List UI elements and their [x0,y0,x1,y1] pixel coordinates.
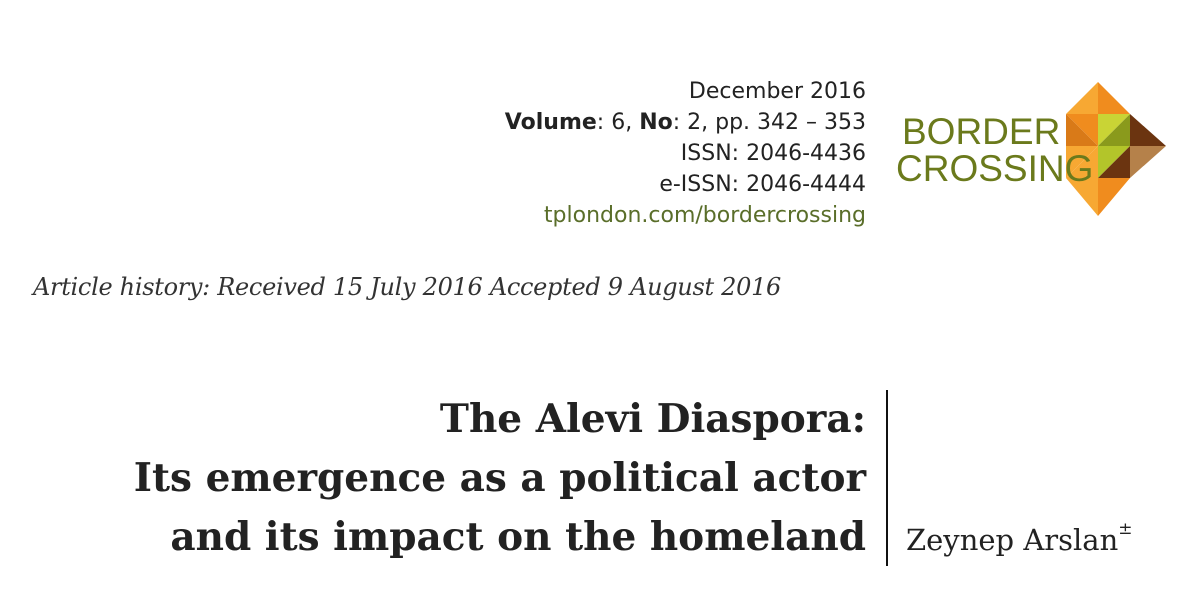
article-title [134,390,866,567]
volume-label: Volume [504,110,597,135]
article-history: Article history: Received 15 July 2016 Accepted 9 August 2016 [33,273,782,301]
author [906,519,1133,557]
logo-text-crossing: CROSSING [896,148,1094,189]
author-name: Zeynep Arslan [906,523,1119,557]
issn: ISSN: 2046-4436 [680,141,866,166]
logo-text-border: BORDER [902,111,1061,152]
author-footnote-mark: ± [1118,519,1133,539]
issue-date: December 2016 [688,79,866,104]
title-line-2: Its emergence as a political actor [133,455,866,501]
journal-metadata [505,76,866,231]
title-author-divider [886,390,888,566]
number-value: : 2, pp. 342 – 353 [672,110,866,135]
eissn: e-ISSN: 2046-4444 [659,172,866,197]
journal-url-link[interactable]: tplondon.com/bordercrossing [543,203,866,228]
number-label: No [639,110,673,135]
volume-issue-pages [505,107,866,138]
title-line-3: and its impact on the homeland [170,514,866,560]
border-crossing-logo [894,80,1174,220]
title-line-1: The Alevi Diaspora: [439,396,866,442]
volume-value: : 6, [596,110,640,135]
